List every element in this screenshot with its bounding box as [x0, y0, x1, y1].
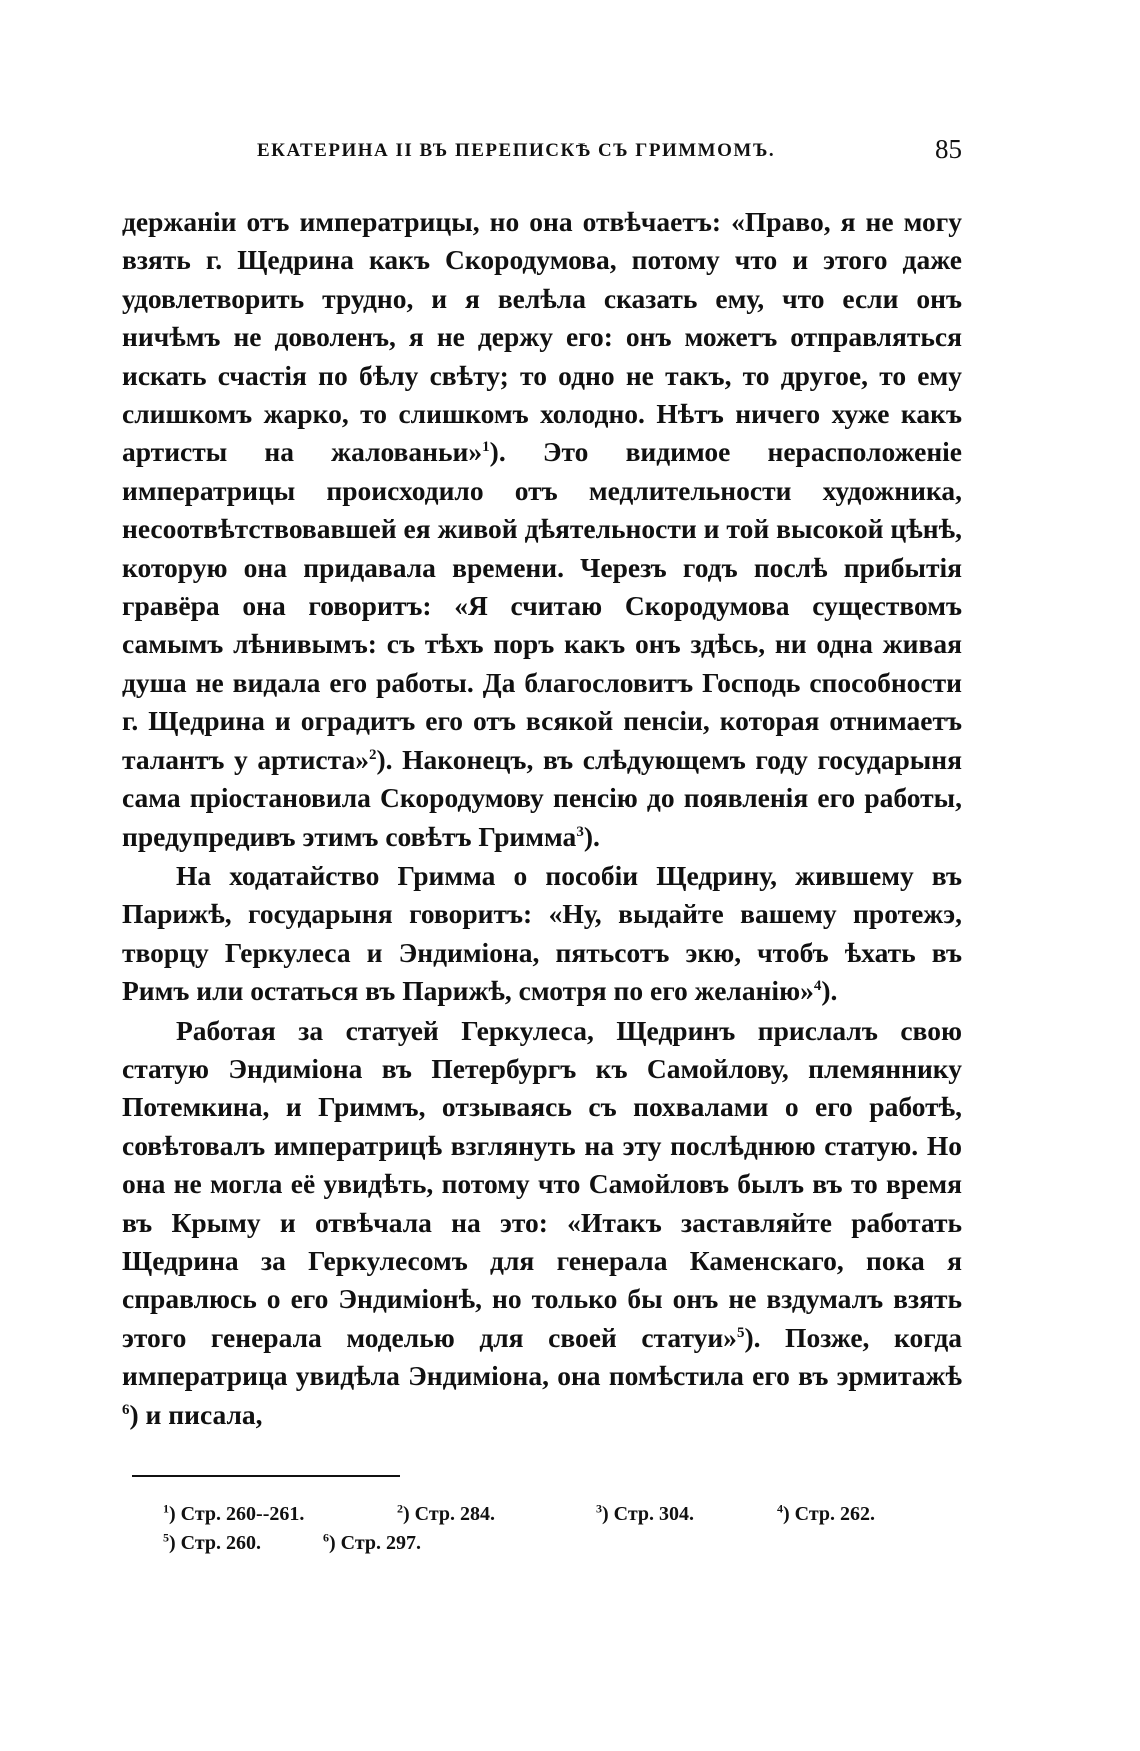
footnote-ref[interactable]: 4 — [813, 977, 822, 994]
paragraph-text: На ходатайство Гримма о пособіи Щедрину, жившему въ Парижѣ, государыня говоритъ: «Ну, выдайте вашему протежэ, творцу Геркулеса и Эндиміона, пятьсотъ экю, чтобъ ѣхать въ Римъ или остаться въ Парижѣ, смотря по его желанію» — [122, 859, 962, 1007]
footnote-text: ) Стр. 297. — [329, 1532, 422, 1554]
footnote-item — [323, 1529, 421, 1558]
footnote-number: 5 — [163, 1530, 169, 1545]
footnote-text: ) Стр. 260--261. — [169, 1503, 305, 1525]
footnotes — [163, 1500, 963, 1558]
footnote-row — [163, 1500, 963, 1529]
paragraph-text: и писала, — [138, 1398, 263, 1430]
footnote-ref[interactable]: 1 — [482, 439, 490, 456]
paragraph-text: держаніи отъ императрицы, но она отвѣчаетъ: «Право, я не могу взять г. Щедрина какъ Скородумова, потому что и этого даже удовлетворить трудно, и я велѣла сказать ему, что если онъ ничѣмъ не доволенъ, я не держу его: онъ можетъ отправляться искать счастія по бѣлу свѣту; то одно не такъ, то другое, то ему слишкомъ жарко, то слишкомъ холодно. Нѣтъ ничего хуже какъ артисты на жалованьи» — [122, 206, 962, 468]
footnote-number: 1 — [163, 1501, 169, 1516]
paragraph-text: . Наконецъ, въ слѣдующемъ году государыня сама пріостановила Скородумову пенсію до появленія его работы, предупредивъ этимъ совѣтъ Гримма — [122, 743, 963, 852]
footnote-ref[interactable]: 5 — [736, 1324, 745, 1341]
page-number: 85 — [935, 134, 962, 164]
paragraph-text: . — [830, 975, 838, 1007]
footnote-text: ) Стр. 284. — [403, 1503, 496, 1525]
footnote-number: 3 — [596, 1501, 602, 1516]
footnote-item — [777, 1500, 875, 1529]
running-head — [122, 134, 962, 174]
footnote-number: 4 — [777, 1501, 783, 1516]
footnote-item — [596, 1500, 694, 1529]
footnote-ref[interactable]: 2 — [368, 746, 377, 763]
body-text — [122, 203, 962, 1435]
paragraph-1: держаніи отъ императрицы, но она отвѣчаетъ: «Право, я не могу взять г. Щедрина какъ Скородумова, потому что и этого даже удовлетворить трудно, и я велѣла сказать ему, что если онъ ничѣмъ не доволенъ, я не держу его: онъ можетъ отправляться искать счастія по бѣлу свѣту; то одно не такъ, то другое, то ему слишкомъ жарко, то слишкомъ холодно. Нѣтъ ничего хуже какъ артисты на жалованьи»$^1$). Это видимое нерасположеніе императрицы происходило отъ медлительности художника, несоотвѣтствовавшей ея живой дѣятельности и той высокой цѣнѣ, которую она придавала времени. Черезъ годъ послѣ прибытія гравёра она говоритъ: «Я считаю Скородумова существомъ самымъ лѣнивымъ: съ тѣхъ поръ какъ онъ здѣсь, ни одна живая душа не видала его работы. Да благословитъ Господь способности г. Щедрина и оградитъ его отъ всякой пенсіи, которая отнимаетъ талантъ у артиста»$^2$). Наконецъ, въ слѣдующемъ году государыня сама пріостановила Скородумову пенсію до появленія его работы, предупредивъ этимъ совѣтъ Гримма$^3$). — [122, 206, 963, 852]
footnote-text: ) Стр. 262. — [783, 1503, 876, 1525]
footnote-row — [163, 1529, 963, 1558]
paragraph-3: Работая за статуей Геркулеса, Щедринъ прислалъ свою статую Эндиміона въ Петербургъ къ Самойлову, племяннику Потемкина, и Гриммъ, отзываясь съ похвалами о его работѣ, совѣтовалъ императрицѣ взглянуть на эту послѣднюю статую. Но она не могла её увидѣть, потому что Самойловъ былъ въ то время въ Крыму и отвѣчала на это: «Итакъ заставляйте работать Щедрина за Геркулесомъ для генерала Каменскаго, пока я справлюсь о его Эндиміонѣ, но только бы онъ не вздумалъ взять этого генерала моделью для своей статуи»$^5$). Позже, когда императрица увидѣла Эндиміона, она помѣстила его въ эрмитажѣ $^6$) и писала, — [122, 1014, 962, 1430]
footnote-text: ) Стр. 304. — [602, 1503, 695, 1525]
footnote-ref[interactable]: 6 — [122, 1401, 130, 1418]
running-title: ЕКАТЕРИНА II ВЪ ПЕРЕПИСКѢ СЪ ГРИММОМЪ. — [257, 140, 776, 161]
footnote-rule — [132, 1475, 400, 1477]
footnote-number: 2 — [397, 1501, 403, 1516]
footnote-ref[interactable]: 3 — [576, 823, 584, 840]
footnote-item — [163, 1529, 261, 1558]
footnote-item — [397, 1500, 495, 1529]
paragraph-2: На ходатайство Гримма о пособіи Щедрину, жившему въ Парижѣ, государыня говоритъ: «Ну, выдайте вашему протежэ, творцу Геркулеса и Эндиміона, пятьсотъ экю, чтобъ ѣхать въ Римъ или остаться въ Парижѣ, смотря по его желанію»$^4$). — [122, 859, 962, 1007]
footnote-number: 6 — [323, 1530, 329, 1545]
paragraph-text: . Это видимое нерасположеніе императрицы происходило отъ медлительности художника, несоотвѣтствовавшей ея живой дѣятельности и той высокой цѣнѣ, которую она придавала времени. Черезъ годъ послѣ прибытія гравёра она говоритъ: «Я считаю Скородумова существомъ самымъ лѣнивымъ: съ тѣхъ поръ какъ онъ здѣсь, ни одна живая душа не видала его работы. Да благословитъ Господь способности г. Щедрина и оградитъ его отъ всякой пенсіи, которая отнимаетъ талантъ у артиста» — [122, 436, 963, 775]
footnote-text: ) Стр. 260. — [169, 1532, 262, 1554]
paragraph-text: Работая за статуей Геркулеса, Щедринъ прислалъ свою статую Эндиміона въ Петербургъ къ Самойлову, племяннику Потемкина, и Гриммъ, отзываясь съ похвалами о его работѣ, совѣтовалъ императрицѣ взглянуть на эту послѣднюю статую. Но она не могла её увидѣть, потому что Самойловъ былъ въ то время въ Крыму и отвѣчала на это: «Итакъ заставляйте работать Щедрина за Геркулесомъ для генерала Каменскаго, пока я справлюсь о его Эндиміонѣ, но только бы онъ не вздумалъ взять этого генерала моделью для своей статуи» — [122, 1014, 962, 1353]
footnote-item — [163, 1500, 304, 1529]
paragraph-text: . — [592, 820, 600, 852]
paragraph-text: . Позже, когда императрица увидѣла Эндиміона, она помѣстила его въ эрмитажѣ — [122, 1321, 962, 1392]
